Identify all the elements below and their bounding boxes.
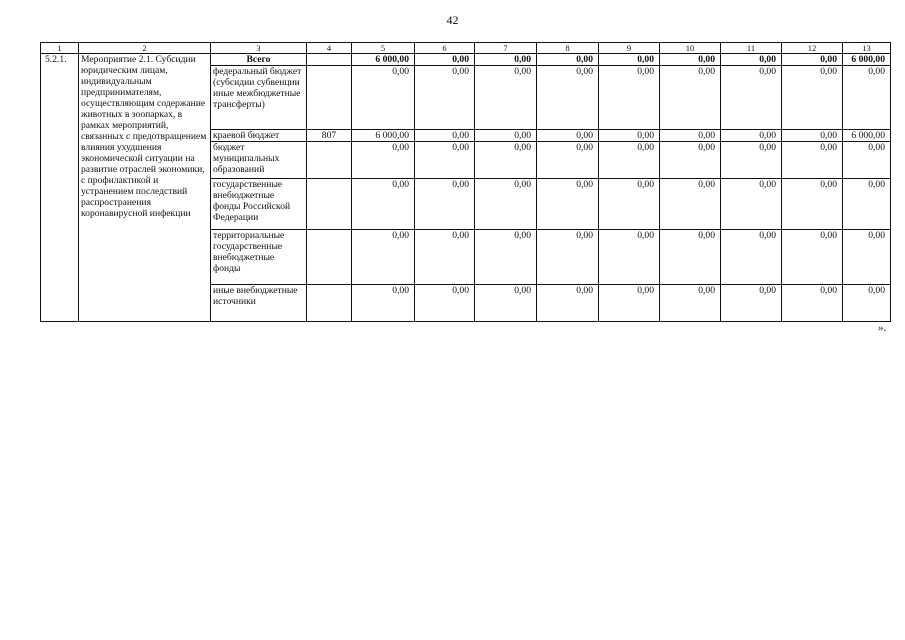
amount-cell: 0,00 [721, 179, 782, 230]
amount-cell: 0,00 [843, 179, 891, 230]
budget-code [307, 230, 352, 285]
amount-cell: 0,00 [599, 66, 660, 130]
header-cell: 8 [537, 43, 599, 54]
measure-description: Мероприятие 2.1. Субсидии юридическим лицам, индивидуальным предпринимателям, осуществляющим содержание животных в зоопарках, в рамках мероприятий, связанных с предотвращением влияния ухудшения экономической ситуации на развитие отраслей экономики, с профилактикой и устранением последствий распространения коронавирусной инфекции [79, 54, 211, 322]
header-cell: 5 [352, 43, 415, 54]
header-cell: 13 [843, 43, 891, 54]
amount-cell: 0,00 [782, 54, 843, 66]
budget-code [307, 179, 352, 230]
amount-cell: 0,00 [475, 54, 537, 66]
header-cell: 3 [211, 43, 307, 54]
amount-cell: 0,00 [660, 66, 721, 130]
amount-cell: 0,00 [721, 54, 782, 66]
measure-index: 5.2.1. [41, 54, 79, 322]
amount-cell: 0,00 [537, 66, 599, 130]
amount-cell: 6 000,00 [352, 130, 415, 142]
amount-cell: 0,00 [475, 179, 537, 230]
header-cell: 11 [721, 43, 782, 54]
amount-cell: 0,00 [352, 66, 415, 130]
amount-cell: 0,00 [660, 130, 721, 142]
amount-cell: 0,00 [599, 130, 660, 142]
amount-cell: 0,00 [475, 66, 537, 130]
amount-cell: 0,00 [660, 142, 721, 179]
amount-cell: 0,00 [599, 142, 660, 179]
amount-cell: 0,00 [843, 285, 891, 322]
budget-code [307, 54, 352, 66]
amount-cell: 0,00 [352, 230, 415, 285]
amount-cell: 0,00 [415, 285, 475, 322]
amount-cell: 0,00 [599, 285, 660, 322]
header-cell: 7 [475, 43, 537, 54]
amount-cell: 0,00 [475, 285, 537, 322]
amount-cell: 0,00 [843, 66, 891, 130]
amount-cell: 0,00 [721, 130, 782, 142]
amount-cell: 0,00 [660, 285, 721, 322]
funding-source: краевой бюджет [211, 130, 307, 142]
amount-cell: 0,00 [599, 230, 660, 285]
amount-cell: 0,00 [537, 142, 599, 179]
amount-cell: 0,00 [352, 179, 415, 230]
header-cell: 9 [599, 43, 660, 54]
amount-cell: 0,00 [415, 142, 475, 179]
amount-cell: 0,00 [721, 142, 782, 179]
amount-cell: 0,00 [660, 179, 721, 230]
amount-cell: 0,00 [721, 285, 782, 322]
amount-cell: 0,00 [782, 285, 843, 322]
header-cell: 1 [41, 43, 79, 54]
amount-cell: 0,00 [721, 230, 782, 285]
budget-code [307, 142, 352, 179]
header-cell: 2 [79, 43, 211, 54]
funding-source: бюджет муниципальных образований [211, 142, 307, 179]
amount-cell: 0,00 [537, 230, 599, 285]
funding-source: иные внебюджетные источники [211, 285, 307, 322]
header-row [41, 43, 891, 54]
total-row [41, 54, 891, 66]
amount-cell: 6 000,00 [843, 130, 891, 142]
amount-cell: 0,00 [721, 66, 782, 130]
amount-cell: 0,00 [782, 142, 843, 179]
closing-quote: ». [878, 322, 887, 334]
budget-code [307, 66, 352, 130]
amount-cell: 6 000,00 [843, 54, 891, 66]
amount-cell: 0,00 [352, 142, 415, 179]
amount-cell: 0,00 [660, 54, 721, 66]
amount-cell: 0,00 [415, 130, 475, 142]
funding-source: территориальные государственные внебюджетные фонды [211, 230, 307, 285]
amount-cell: 0,00 [475, 230, 537, 285]
amount-cell: 0,00 [415, 230, 475, 285]
header-cell: 10 [660, 43, 721, 54]
funding-source: Всего [211, 54, 307, 66]
page-number: 42 [446, 13, 459, 27]
amount-cell: 0,00 [475, 142, 537, 179]
amount-cell: 0,00 [843, 142, 891, 179]
amount-cell: 0,00 [415, 66, 475, 130]
budget-table [40, 42, 891, 322]
header-cell: 6 [415, 43, 475, 54]
amount-cell: 6 000,00 [352, 54, 415, 66]
amount-cell: 0,00 [660, 230, 721, 285]
amount-cell: 0,00 [599, 54, 660, 66]
amount-cell: 0,00 [352, 285, 415, 322]
amount-cell: 0,00 [537, 54, 599, 66]
amount-cell: 0,00 [782, 66, 843, 130]
header-cell: 12 [782, 43, 843, 54]
amount-cell: 0,00 [599, 179, 660, 230]
amount-cell: 0,00 [475, 130, 537, 142]
amount-cell: 0,00 [782, 179, 843, 230]
amount-cell: 0,00 [782, 130, 843, 142]
header-cell: 4 [307, 43, 352, 54]
funding-source: государственные внебюджетные фонды Российской Федерации [211, 179, 307, 230]
amount-cell: 0,00 [415, 179, 475, 230]
amount-cell: 0,00 [843, 230, 891, 285]
amount-cell: 0,00 [537, 130, 599, 142]
budget-code [307, 285, 352, 322]
budget-code: 807 [307, 130, 352, 142]
funding-source: федеральный бюджет (субсидии субвенции иные межбюджетные трансферты) [211, 66, 307, 130]
amount-cell: 0,00 [537, 285, 599, 322]
amount-cell: 0,00 [782, 230, 843, 285]
amount-cell: 0,00 [537, 179, 599, 230]
amount-cell: 0,00 [415, 54, 475, 66]
